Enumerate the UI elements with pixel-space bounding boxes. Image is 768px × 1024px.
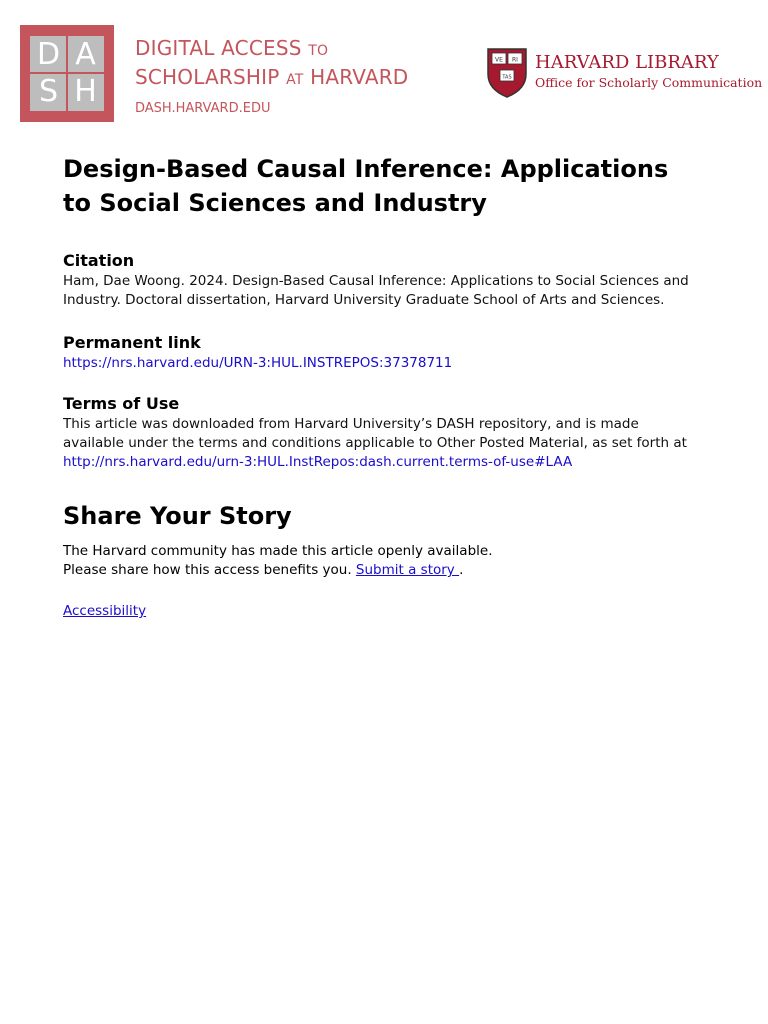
terms-text: This article was downloaded from Harvard University’s DASH repository, and is made available under the terms and conditions applicable to Other Posted Material, as set forth at	[63, 416, 687, 451]
submit-story-link[interactable]: Submit a story	[355, 562, 460, 578]
accessibility-link[interactable]: Accessibility	[63, 603, 147, 619]
harvard-library-logo	[487, 48, 763, 98]
permanent-link[interactable]: https://nrs.harvard.edu/URN-3:HUL.INSTREPOS:37378711	[63, 355, 453, 371]
share-heading: Share Your Story	[63, 502, 292, 530]
dash-wordmark	[135, 35, 408, 117]
share-text	[63, 542, 703, 580]
terms-section	[63, 393, 703, 472]
dash-wordmark-text: AT	[286, 72, 304, 88]
share-end: .	[459, 562, 464, 578]
dash-logo-divider	[30, 72, 104, 74]
terms-paragraph	[63, 415, 703, 472]
share-line: The Harvard community has made this article openly available.	[63, 543, 493, 559]
dash-wordmark-text: SCHOLARSHIP	[135, 65, 280, 89]
accessibility-row	[63, 602, 703, 621]
dash-logo	[20, 25, 114, 122]
citation-text: Ham, Dae Woong. 2024. Design-Based Causal Inference: Applications to Social Sciences and Industry. Doctoral dissertation, Harvard University Graduate School of Arts and Sciences.	[63, 273, 689, 308]
dash-logo-letter: D	[36, 37, 61, 72]
dash-logo-letter: S	[38, 74, 59, 109]
share-prompt: Please share how this access benefits you.	[63, 562, 356, 578]
main-content	[63, 152, 703, 621]
dash-wordmark-line1	[135, 35, 408, 64]
harvard-library-subtitle: Office for Scholarly Communication	[535, 75, 763, 90]
dash-wordmark-text: HARVARD	[310, 65, 409, 89]
share-line	[63, 561, 703, 580]
terms-link[interactable]: http://nrs.harvard.edu/urn-3:HUL.InstRepos:dash.current.terms-of-use#LAA	[63, 454, 573, 470]
citation-section	[63, 250, 703, 310]
svg-text:RI: RI	[512, 56, 518, 64]
svg-text:TAS: TAS	[502, 74, 512, 81]
terms-heading: Terms of Use	[63, 394, 180, 413]
dash-logo-letter: H	[74, 74, 97, 109]
dash-url: DASH.HARVARD.EDU	[135, 101, 271, 116]
harvard-library-name: HARVARD LIBRARY	[535, 52, 719, 73]
harvard-shield-icon	[487, 48, 527, 98]
permanent-link-section	[63, 332, 703, 373]
dash-logo-tile	[30, 36, 104, 111]
dash-wordmark-text: TO	[308, 43, 329, 59]
svg-text:VE: VE	[495, 56, 503, 64]
dash-wordmark-line2	[135, 64, 408, 93]
dash-wordmark-text: DIGITAL ACCESS	[135, 36, 302, 60]
dash-logo-letter: A	[75, 37, 96, 72]
citation-heading: Citation	[63, 251, 135, 270]
document-title: Design-Based Causal Inference: Applications to Social Sciences and Industry	[63, 155, 669, 217]
permanent-link-heading: Permanent link	[63, 333, 201, 352]
